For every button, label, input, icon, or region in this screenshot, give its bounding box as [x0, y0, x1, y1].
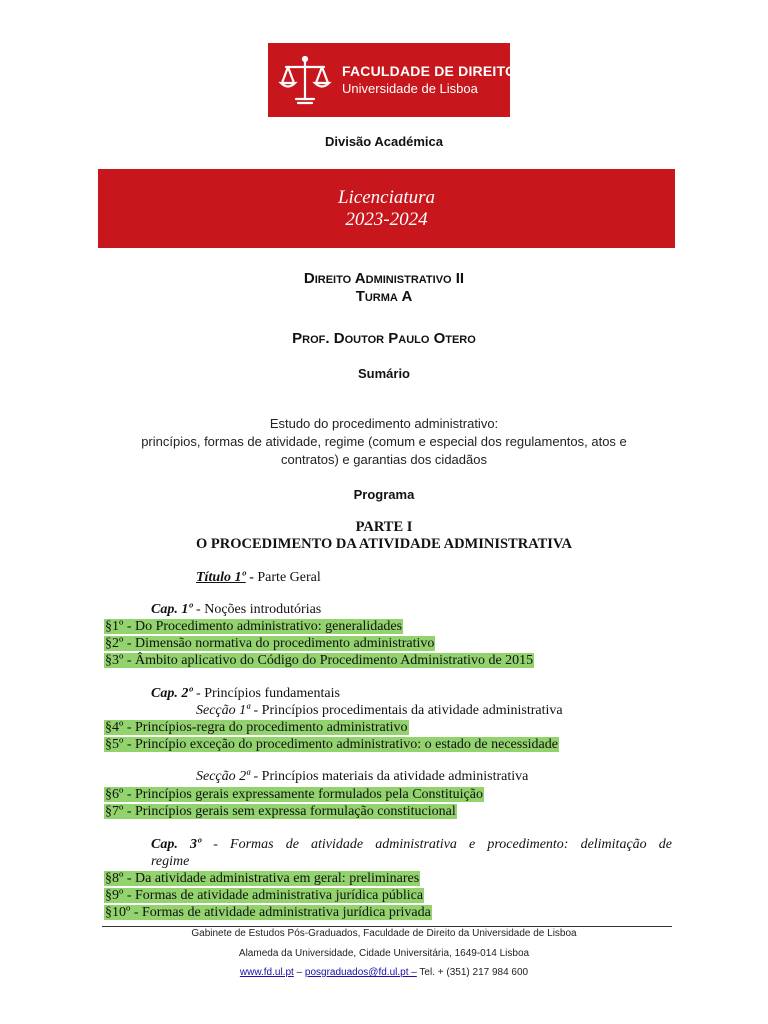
- section-item-text: §8º - Da atividade administrativa em geral: preliminares: [105, 871, 420, 886]
- titulo-heading: [196, 570, 321, 586]
- course-class: Turma A: [355, 288, 413, 305]
- subsection-label: Secção 2ª: [196, 769, 251, 784]
- subsection-label: Secção 1ª: [196, 703, 251, 718]
- subsection-2-heading: [196, 769, 528, 785]
- website-link[interactable]: www.fd.ul.pt: [239, 967, 294, 978]
- section-item-8: [104, 871, 420, 887]
- section-item-text: §3º - Âmbito aplicativo do Código do Procedimento Administrativo de 2015: [105, 653, 534, 668]
- titulo-text: Parte Geral: [257, 570, 321, 585]
- section-item-10: [104, 905, 432, 921]
- division-heading: Divisão Académica: [324, 134, 444, 149]
- section-item-7: [104, 804, 457, 820]
- professor-name: Prof. Doutor Paulo Otero: [292, 330, 476, 347]
- chapter-3-heading-cont: regime: [151, 854, 190, 869]
- section-item-text: §5º - Princípio exceção do procedimento administrativo: o estado de necessidade: [105, 737, 558, 752]
- program-title: Programa: [353, 487, 415, 502]
- chapter-text: - Noções introdutórias: [192, 602, 322, 617]
- section-item-text: §4º - Princípios-regra do procedimento administrativo: [105, 720, 408, 735]
- footer-divider: [102, 926, 672, 927]
- section-item-text: §7º - Princípios gerais sem expressa formulação constitucional: [105, 804, 456, 819]
- summary-line: princípios, formas de atividade, regime (comum e especial dos regulamentos, atos e: [141, 434, 627, 449]
- subsection-text: - Princípios materiais da atividade administrativa: [250, 769, 529, 784]
- section-item-text: §2º - Dimensão normativa do procedimento administrativo: [105, 636, 435, 651]
- section-item-text: §9º - Formas de atividade administrativa jurídica pública: [105, 888, 424, 903]
- chapter-2-heading: [151, 686, 340, 702]
- subsection-text: - Princípios procedimentais da atividade administrativa: [250, 703, 563, 718]
- section-item-text: §1º - Do Procedimento administrativo: generalidades: [105, 619, 403, 634]
- chapter-3-heading: [151, 837, 672, 853]
- section-item-4: [104, 720, 409, 736]
- titulo-separator: -: [245, 570, 258, 585]
- logo-subtitle: Universidade de Lisboa: [342, 81, 478, 96]
- summary-line: Estudo do procedimento administrativo:: [269, 416, 499, 431]
- summary-line: contratos) e garantias dos cidadãos: [281, 452, 487, 467]
- summary-title: Sumário: [357, 366, 410, 381]
- section-item-text: §6º - Princípios gerais expressamente formulados pela Constituição: [105, 787, 483, 802]
- footer-contacts: [0, 967, 768, 978]
- degree-banner: [98, 169, 675, 248]
- logo-title: FACULDADE DE DIREITO: [342, 63, 517, 79]
- footer-phone: Tel. + (351) 217 984 600: [416, 967, 529, 978]
- section-item-9: [104, 888, 424, 904]
- course-name: Direito Administrativo II: [303, 270, 465, 287]
- email-link[interactable]: posgraduados@fd.ul.pt –: [304, 967, 417, 978]
- faculty-logo: [268, 43, 517, 117]
- section-item-3: [104, 653, 534, 669]
- section-item-text: §10º - Formas de atividade administrativa jurídica privada: [105, 905, 431, 920]
- chapter-label: Cap. 2º: [151, 686, 193, 701]
- section-item-5: [104, 737, 559, 753]
- chapter-text: - Formas de atividade administrativa e procedimento: delimitação de: [201, 837, 672, 852]
- scales-emblem-icon: [278, 53, 332, 107]
- chapter-label: Cap. 3º: [151, 837, 202, 852]
- chapter-1-heading: [151, 602, 321, 618]
- section-item-1: [104, 619, 403, 635]
- banner-year: 2023-2024: [345, 209, 428, 230]
- chapter-text: - Princípios fundamentais: [192, 686, 340, 701]
- titulo-label: Título 1º: [196, 570, 246, 585]
- footer-address: Alameda da Universidade, Cidade Universitária, 1649-014 Lisboa: [238, 948, 530, 959]
- banner-degree: Licenciatura: [337, 187, 436, 208]
- part-number: PARTE I: [355, 519, 413, 535]
- footer-office: Gabinete de Estudos Pós-Graduados, Faculdade de Direito da Universidade de Lisboa: [191, 928, 577, 939]
- subsection-1-heading: [196, 703, 563, 719]
- section-item-6: [104, 787, 484, 803]
- chapter-label: Cap. 1º: [151, 602, 193, 617]
- part-title: O PROCEDIMENTO DA ATIVIDADE ADMINISTRATIVA: [196, 536, 572, 552]
- footer-separator: –: [293, 967, 305, 978]
- section-item-2: [104, 636, 435, 652]
